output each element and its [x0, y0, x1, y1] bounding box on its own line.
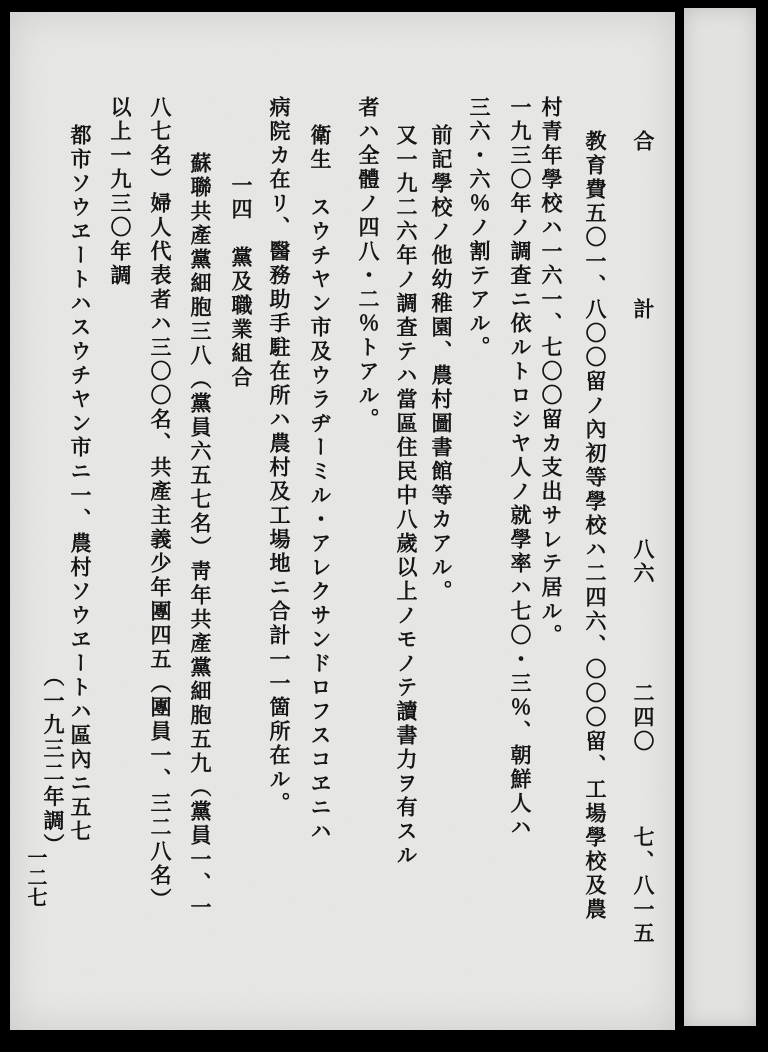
text-column-9: 衛生 スウチヤン市及ウラヂーミル・アレクサンドロフスコヱニハ — [308, 124, 333, 844]
adjacent-page-edge — [684, 8, 756, 1026]
text-column-13: 八七名）婦人代表者ハ三〇〇名、共產主義少年團四五（團員一、三二八名） — [148, 96, 173, 912]
text-column-12: 蘇聯共產黨細胞三八（黨員六五七名）靑年共產黨細胞五九（黨員一、一 — [188, 152, 213, 920]
text-column-7: 又一九二六年ノ調査テハ當區住民中八歲以上ノモノテ讀書力ヲ有スル — [394, 124, 419, 868]
section-heading: 一四 黨及職業組合 — [229, 174, 254, 390]
text-column-15: 都市ソウヱートハスウチヤン市ニ一、農村ソウヱートハ區內ニ五七 — [68, 124, 93, 844]
page-number: 一二七 — [24, 847, 48, 907]
text-column-4: 一九三〇年ノ調査ニ依ルトロシヤ人ノ就學率ハ七〇・三％、朝鮮人ハ — [508, 96, 533, 840]
text-column-5: 三六・六％ノ割テアル。 — [467, 96, 492, 360]
text-column-3: 村青年學校ハ一六一、七〇〇留カ支出サレテ居ル。 — [539, 96, 564, 648]
text-column-6: 前記學校ノ他幼稚園、農村圖書館等カアル。 — [429, 124, 454, 604]
text-column-10: 病院カ在リ、醫務助手駐在所ハ農村及工場地ニ合計一一箇所在ル。 — [267, 96, 292, 816]
document-page — [10, 12, 675, 1030]
text-column-2: 教育費五〇一、八〇〇留ノ內初等學校ハ二四六、〇〇〇留、工場學校及農 — [583, 130, 608, 922]
text-column-16: （一九三二年調） — [41, 124, 66, 858]
text-column-14: 以上一九三〇年調 — [108, 96, 133, 288]
text-column-1: 合 計 八六 二四〇 七、八一五 — [631, 130, 656, 946]
text-column-8: 者ハ全體ノ四八・二％トアル。 — [356, 96, 381, 432]
